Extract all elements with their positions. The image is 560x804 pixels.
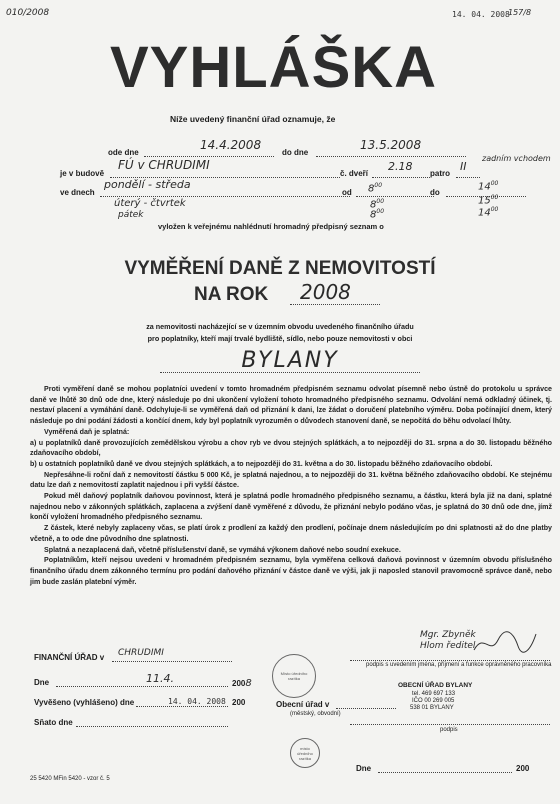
obecni-urad-caption: (městský, obvodní) xyxy=(290,711,341,717)
vylozen-text: vyložen k veřejnému nahlédnutí hromadný předpisný seznam o xyxy=(158,222,384,231)
signature-line xyxy=(350,660,550,661)
patek-do-time: $14^{00}$ xyxy=(478,206,499,219)
patek-od-time: $8^{00}$ xyxy=(370,208,385,221)
page-title: VYHLÁŠKA xyxy=(110,35,438,100)
budova-label: je v budově xyxy=(60,169,105,178)
fu-label: FINANČNÍ ÚŘAD v xyxy=(34,653,105,662)
ref-number: 010/2008 xyxy=(6,8,50,18)
od-line xyxy=(356,196,434,197)
dveri-line xyxy=(372,177,430,178)
od-dne-value: 14.4.2008 xyxy=(200,138,262,152)
paragraph-odvolani: Proti vyměření daně se mohou poplatníci uvedení v tomto hromadném předpisném seznamu odvolat písemně nebo ústně do protokolu u správce daně ve lhůtě 30 dnů ode dne, který následuje po dni ukončení vyložení tohoto hromadného předpisného seznamu. Odvolání nemá odkladný účinek, tj. nestaví placení a vymáhání daně. Odchyluje-li se vyměřená daň od přiznání k dani, lze žádat o doručení platebního výměru. Doba počínající dnem, který následuje po dni podání žádosti a končící dnem, kdy byl poplatník vyrozuměn o důvodech stanovení daně, se nepočítá do běhu odvolací lhůty. xyxy=(30,385,552,426)
paragraph-5000: Nepřesáhne-li roční daň z nemovitostí částku 5 000 Kč, je splatná najednou, a to nejpozději do 31. května běžného zdaňovacího období. Ke stejnému datu lze daň z nemovitostí zaplatit najednou i při vyšší částce. xyxy=(30,470,552,490)
ve-dnech-line xyxy=(100,196,350,197)
od-label: od xyxy=(342,188,352,197)
paragraph-a: a) u poplatníků daně provozujících zemědělskou výrobu a chov ryb ve dvou stejných splátkách, a to nejpozději do 31. srpna a do 30. listopadu běžného zdaňovacího období, xyxy=(30,438,552,458)
dne-line xyxy=(56,686,228,687)
dne-label: Dne xyxy=(34,678,50,687)
paragraph-b: b) u ostatních poplatníků daně ve dvou stejných splátkách, a to nejpozději do 31. května a do 30. listopadu běžného zdaňovacího období. xyxy=(30,459,493,468)
obec-stamp-tel: tel. 469 697 133 xyxy=(412,691,456,697)
utery-od-time: $8^{00}$ xyxy=(370,198,385,211)
patek: pátek xyxy=(118,210,144,220)
ve-dnech-label: ve dnech xyxy=(60,188,95,197)
heading-na-rok: NA ROK xyxy=(194,284,269,305)
utery-ctvrtek: úterý - čtvrtek xyxy=(114,198,186,209)
footer-dne-line xyxy=(378,772,512,773)
heading-year: 2008 xyxy=(300,280,351,304)
budova-value: FÚ v CHRUDIMI xyxy=(118,158,210,172)
obec-value: BYLANY xyxy=(241,348,339,373)
patro-value: II xyxy=(460,160,467,173)
do-dne-label: do dne xyxy=(282,148,309,157)
patro-line xyxy=(456,177,480,178)
intro-line-1: za nemovitosti nacházející se v územním obvodu uvedeného finančního úřadu xyxy=(146,322,414,331)
footer-dne-label: Dne xyxy=(356,764,372,773)
dveri-value: 2.18 xyxy=(388,160,413,173)
doc-number: 157/8 xyxy=(508,8,532,17)
announce-text: Níže uvedený finanční úřad oznamuje, že xyxy=(170,114,336,124)
heading-vymereni: VYMĚŘENÍ DANĚ Z NEMOVITOSTÍ xyxy=(124,258,436,279)
paragraph-splatna: Vyměřená daň je splatná: xyxy=(44,427,130,436)
do-dne-line xyxy=(316,156,466,157)
obec-stamp-ico: IČO 00 269 005 xyxy=(412,698,455,704)
footer-year: 200 xyxy=(516,764,530,773)
patro-label: patro xyxy=(430,169,450,178)
obec-stamp-title: OBECNÍ ÚŘAD BYLANY xyxy=(398,682,473,689)
dne-year: 2008 xyxy=(232,678,252,689)
signature-caption: podpis s uvedením jména, příjmení a funkce oprávněného pracovníka xyxy=(366,662,552,668)
entrance-note: zadním vchodem xyxy=(482,154,551,163)
do-label: do xyxy=(430,188,440,197)
body-text xyxy=(30,384,552,587)
do-dne-value: 13.5.2008 xyxy=(360,138,422,152)
obecni-urad-label: Obecní úřad v xyxy=(276,700,330,709)
od-time: $8^{00}$ xyxy=(368,182,383,195)
snato-line xyxy=(76,726,228,727)
dveri-label: č. dveří xyxy=(340,169,369,178)
do-time: $14^{00}$ xyxy=(478,180,499,193)
fu-line xyxy=(112,661,232,662)
vyveseno-value: 14. 04. 2008 xyxy=(168,697,226,706)
od-dne-line xyxy=(144,156,274,157)
round-stamp-placeholder-top: Místo úředního razítka xyxy=(272,654,316,698)
utery-do-time: $15^{00}$ xyxy=(478,194,499,207)
obecni-urad-line xyxy=(336,708,396,709)
received-stamp-date: 14. 04. 2008 xyxy=(452,10,510,19)
form-code: 25 5420 MFin 5420 - vzor č. 5 xyxy=(30,776,110,782)
snato-label: Sňato dne xyxy=(34,718,73,727)
year-line xyxy=(290,304,380,305)
ve-dnech-value: pondělí - středa xyxy=(104,178,191,191)
podpis-caption: podpis xyxy=(440,727,458,733)
paragraph-urok: Z částek, které nebyly zaplaceny včas, se platí úrok z prodlení za každý den prodlení, počínaje dnem následujícím po dni splatnosti až do dne platby včetně, a to ode dne původního dne splatnosti. xyxy=(30,524,552,543)
signature-text: Mgr. Zbyněk Hlom ředitel xyxy=(420,630,476,651)
podpis-line xyxy=(350,724,550,725)
vyveseno-label: Vyvěšeno (vyhlášeno) dne xyxy=(34,698,135,707)
paragraph-povinnost: Pokud měl daňový poplatník daňovou povinnost, která je splatná podle hromadného předpisného seznamu, a částku, která byla již na dani, splatné najednou nebo v zákonných splátkách, zaplacena a zvýšení daně vyměřené z důvodu, že přiznání nebylo podáno včas, je splatná do 30 dnů ode dne, jímž končí vyložení hromadného předpisného seznamu. xyxy=(30,492,552,522)
paragraph-exekuce: Splatná a nezaplacená daň, včetně příslušenství daně, se vymáhá výkonem daňové nebo soudní exekuce. xyxy=(44,545,401,554)
round-stamp-placeholder-bottom: místo úředního razítka xyxy=(290,738,320,768)
intro-line-2: pro poplatníky, kteří mají trvalé bydliště, sídlo, nebo pouze nemovitosti v obci xyxy=(147,334,413,343)
fu-value: CHRUDIMI xyxy=(118,648,164,658)
signature-scribble xyxy=(470,628,540,658)
paragraph-poplatnici: Poplatníkům, kteří nejsou uvedeni v hromadném předpisném seznamu, byla vyměřena celková daňová povinnost v územním obvodu příslušného finančního úřadu dnem zákonného termínu pro podání daňového přiznání v částce daně ve výši, jak ji naposled stanovil pravomocně správce daně, nebo jim bude zaslán platební výměr. xyxy=(30,556,552,586)
vyveseno-line xyxy=(136,706,228,707)
od-dne-label: ode dne xyxy=(108,148,139,157)
obec-stamp-address: 538 01 BYLANY xyxy=(410,705,454,711)
dne-value: 11.4. xyxy=(146,672,174,685)
vyveseno-year: 200 xyxy=(232,698,246,707)
